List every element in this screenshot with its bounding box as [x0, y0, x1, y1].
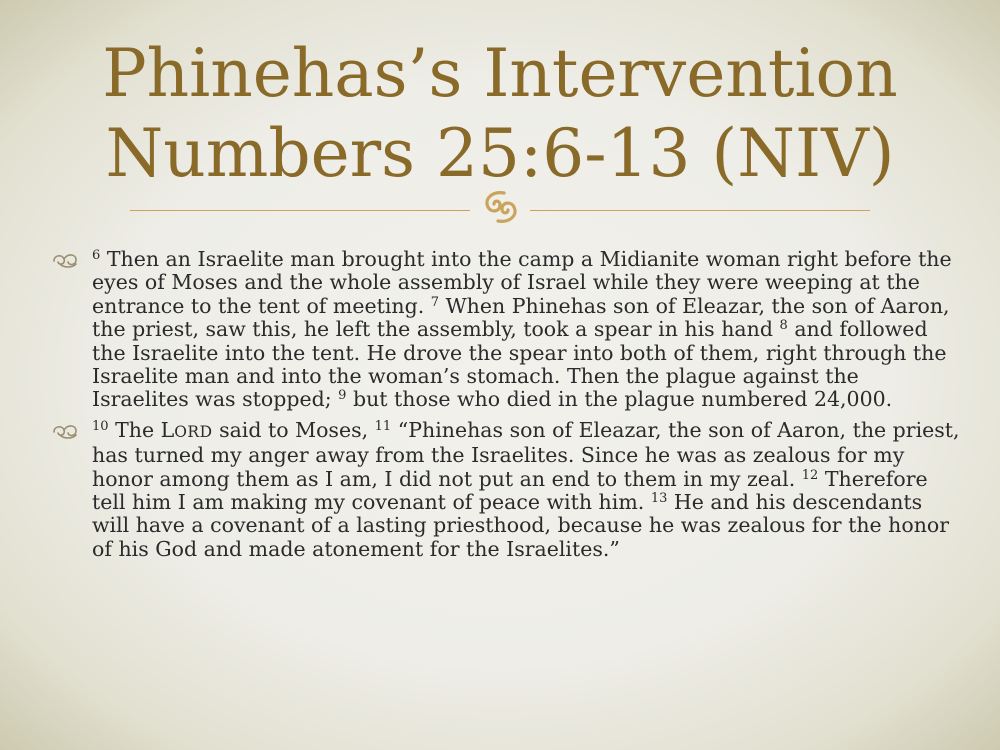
verse-text: “Phinehas son of Eleazar, the son of Aaron, the priest, has turned my anger away from the Israelites. Since he was as zealous for my honor among them as I am, I did not put an end to them in my zeal. — [92, 417, 960, 491]
flourish-bullet-icon — [50, 422, 80, 440]
flourish-ornament-icon — [478, 187, 524, 227]
verse-number: 13 — [650, 491, 668, 507]
verse-number: 9 — [338, 388, 347, 404]
bullet-verses-6-9 — [50, 248, 962, 412]
verse-text: When Phinehas son of Eleazar, the son of Aaron, the priest, saw this, he left the assembly, took a spear in his hand — [92, 293, 950, 342]
verse-text: and followed the Israelite into the tent. He drove the spear into both of them, right through the Israelite man and into the woman’s stomach. Then the plague against the Israelites was stopped; — [92, 317, 947, 412]
verse-number: 8 — [779, 318, 788, 334]
verse-text: said to Moses, — [219, 417, 369, 442]
title-divider-right — [530, 210, 870, 211]
verse-number: 6 — [92, 248, 101, 263]
slide-title — [0, 34, 1000, 194]
title-divider-left — [130, 210, 470, 211]
flourish-bullet-icon — [50, 251, 80, 269]
verse-number: 11 — [374, 418, 392, 434]
bullet-text — [92, 419, 962, 561]
small-caps-text: ORD — [174, 422, 213, 441]
verse-text: but those who died in the plague numbered 24,000. — [352, 387, 893, 412]
bullet-verses-10-13 — [50, 419, 962, 561]
verse-text: The L — [115, 417, 175, 442]
verse-number: 7 — [430, 294, 440, 310]
scripture-content — [50, 248, 962, 568]
verse-number: 12 — [801, 467, 819, 483]
verse-text: He and his descendants will have a covenant of a lasting priesthood, because he was zealous for the honor of his God and made atonement for the Israelites.” — [92, 490, 950, 561]
title-line-2: Numbers 25:6-13 (NIV) — [105, 115, 895, 192]
title-line-1: Phinehas’s Intervention — [102, 35, 898, 112]
bullet-text — [92, 248, 962, 412]
verse-text: Then an Israelite man brought into the camp a Midianite woman right before the eyes of Moses and the whole assembly of Israel while they were weeping at the entrance to the tent of meeting. — [92, 247, 952, 318]
verse-text: Therefore tell him I am making my covenant of peace with him. — [92, 466, 928, 515]
verse-number: 10 — [92, 418, 109, 434]
